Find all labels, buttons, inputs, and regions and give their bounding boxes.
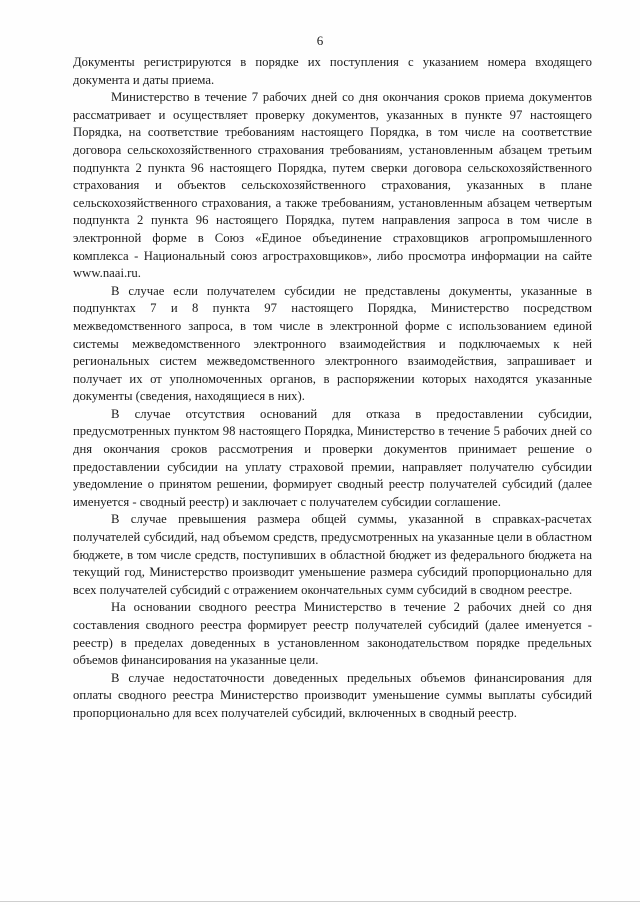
paragraph-proportional-reduction: В случае превышения размера общей суммы, указанной в справках-расчетах получателей субсидий, над объемом средств, предусмотренных на указанные цели в областном бюджете, в том числе средств, поступивших в областной бюджет из федерального бюджета на текущий год, Министерство производит уменьшение размера субсидий пропорционально для всех получателей субсидий с отражением окончательных сумм субсидий в сводном реестре. xyxy=(73,512,592,597)
bottom-scan-edge xyxy=(0,901,640,902)
paragraph-interagency-request: В случае если получателем субсидии не представлены документы, указанные в подпунктах 7 и 8 пункта 97 настоящего Порядка, Министерство посредством межведомственного запроса, в том числе в электронной форме с использованием единой системы межведомственного электронного взаимодействия и подключаемых к ней региональных систем межведомственного электронного взаимодействия, запрашивает и получает их от уполномоченных органов, в распоряжении которых находятся указанные документы (сведения, находящиеся в них). xyxy=(73,283,592,404)
paragraph-registration: Документы регистрируются в порядке их поступления с указанием номера входящего документа и даты приема. xyxy=(73,55,592,87)
document-body xyxy=(73,54,592,723)
paragraph-recipients-registry: На основании сводного реестра Министерство в течение 2 рабочих дней со дня составления сводного реестра формирует реестр получателей субсидий (далее именуется - реестр) в пределах доведенных в установленном законодательством порядке предельных объемов финансирования на указанные цели. xyxy=(73,600,592,668)
paragraph-subsidy-decision: В случае отсутствия оснований для отказа в предоставлении субсидии, предусмотренных пунктом 98 настоящего Порядка, Министерство в течение 5 рабочих дней со дня окончания сроков рассмотрения и проверки документов принимает решение о предоставлении субсидии на уплату страховой премии, направляет получателю субсидии уведомление о принятом решении, формирует сводный реестр получателей субсидий (далее именуется - сводный реестр) и заключает с получателем субсидии соглашение. xyxy=(73,406,592,509)
paragraph-insufficient-funding: В случае недостаточности доведенных предельных объемов финансирования для оплаты сводного реестра Министерство производит уменьшение суммы выплаты субсидий пропорционально для всех получателей субсидий, включенных в сводный реестр. xyxy=(73,670,592,720)
page-number: 6 xyxy=(316,33,324,48)
paragraph-document-review: Министерство в течение 7 рабочих дней со дня окончания сроков приема документов рассматривает и осуществляет проверку документов, указанных в пункте 97 настоящего Порядка, на соответствие требованиям настоящего Порядка, в том числе на соответствие договора сельскохозяйственного страхования требованиям, установленным абзацем третьим подпункта 2 пункта 96 настоящего Порядка, путем сверки договора сельскохозяйственного страхования и объектов сельскохозяйственного страхования, указанных в плане сельскохозяйственного страхования, а также требованиям, установленным абзацем четвертым подпункта 2 пункта 96 настоящего Порядка, путем направления запроса в том числе в электронной форме в Союз «Единое объединение страховщиков агропромышленного комплекса - Национальный союз агростраховщиков», либо просмотра информации на сайте www.naai.ru. xyxy=(73,90,592,281)
